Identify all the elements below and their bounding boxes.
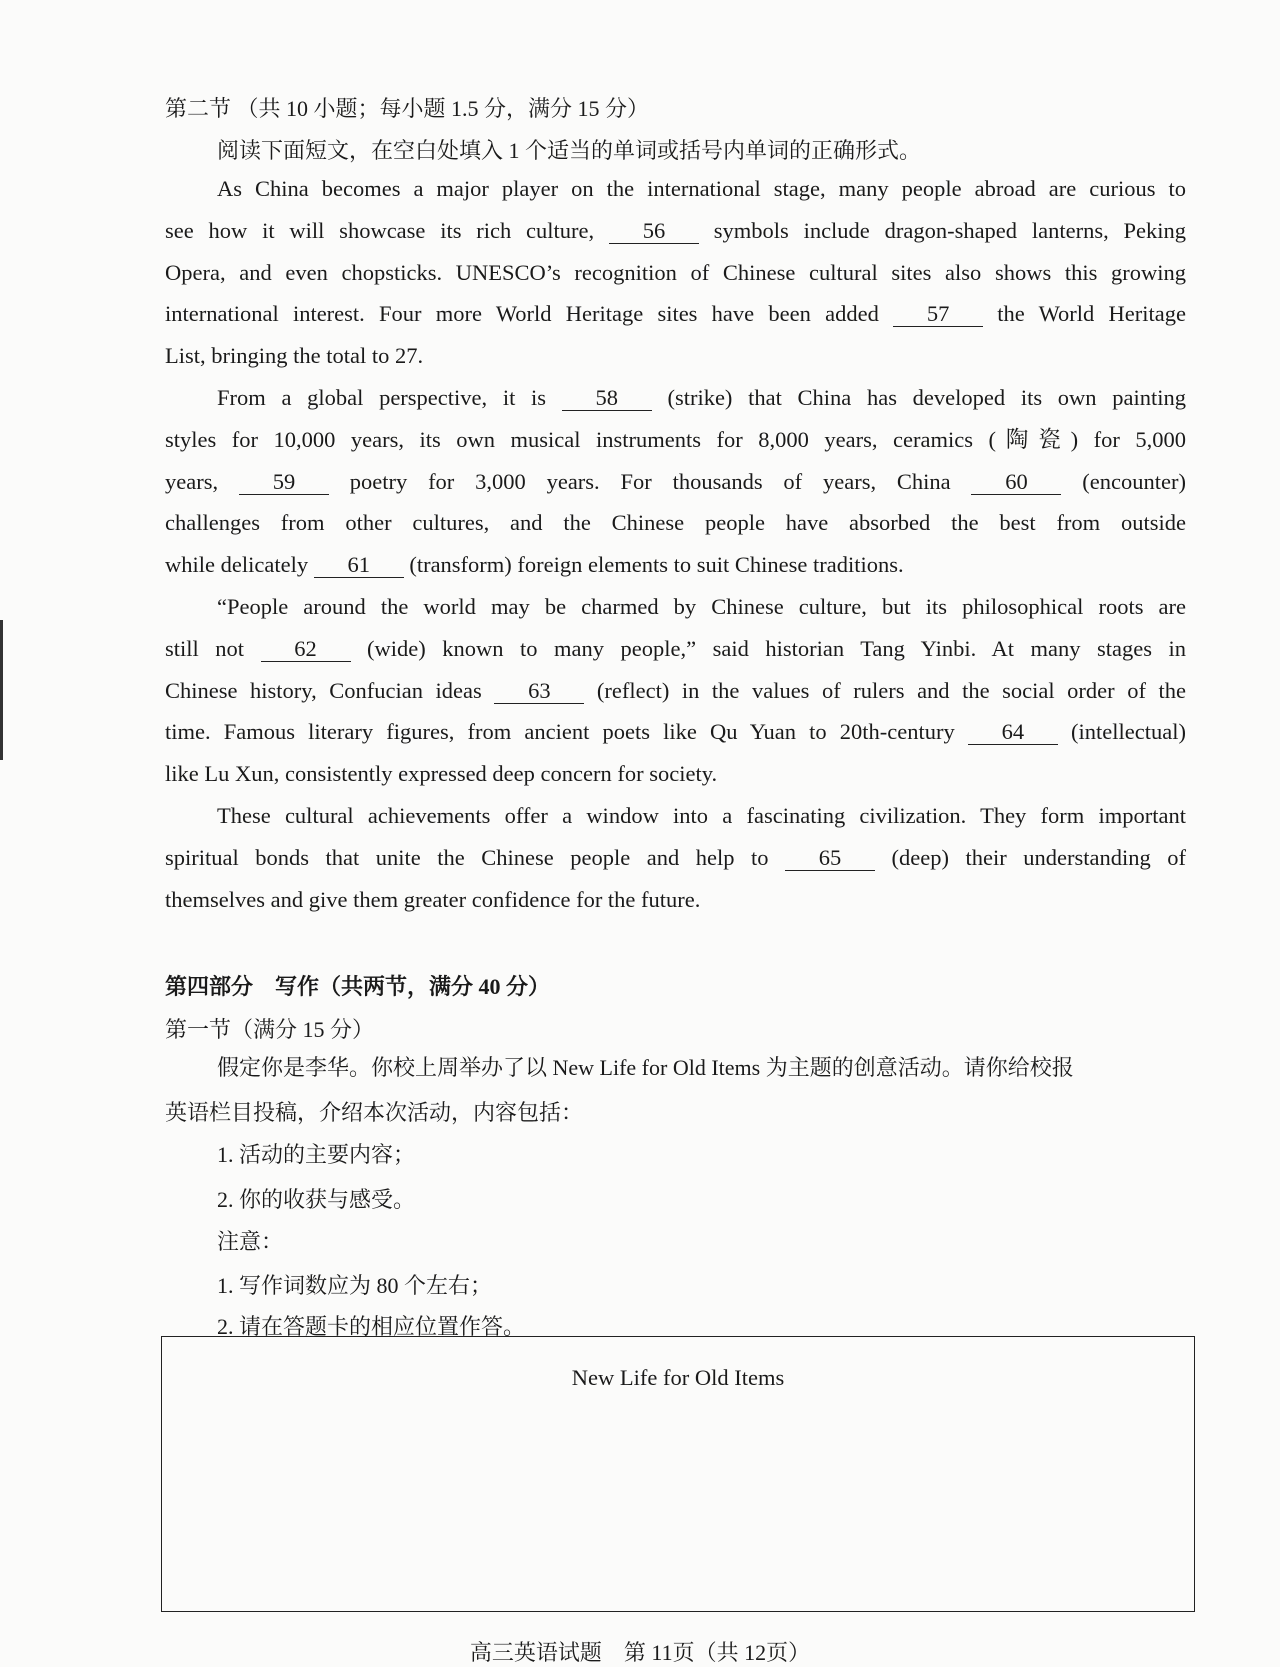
blank-60: 60 — [971, 470, 1061, 495]
passage-line — [165, 335, 1186, 377]
passage-text: like Lu Xun, consistently expressed deep concern for society. — [165, 761, 718, 787]
passage-line — [165, 837, 1186, 879]
passage-text: (transform) foreign elements to suit Chinese traditions. — [403, 552, 904, 578]
writing-prompt-line2: 英语栏目投稿，介绍本次活动，内容包括： — [165, 1100, 584, 1125]
section-instruction: 阅读下面短文，在空白处填入 1 个适当的单词或括号内单词的正确形式。 — [217, 138, 922, 163]
passage-line — [165, 711, 1186, 753]
passage-line — [217, 377, 1186, 419]
passage-text: (deep) their understanding of — [875, 844, 1186, 870]
blank-59: 59 — [239, 470, 329, 495]
passage-text: spiritual bonds that unite the Chinese people and help to — [165, 844, 786, 870]
passage-text: (strike) that China has developed its own painting — [651, 385, 1186, 410]
page-footer: 高三英语试题 第 11页（共 12页） — [469, 1640, 811, 1665]
passage-line — [165, 628, 1186, 670]
blank-57: 57 — [893, 302, 983, 327]
blank-64: 64 — [968, 720, 1058, 745]
passage-text: time. Famous literary figures, from ancient poets like Qu Yuan to 20th-century — [165, 719, 968, 745]
passage-line — [217, 795, 1186, 837]
passage-text: “People around the world may be charmed by Chinese culture, but its philosophical roots are — [217, 594, 1186, 619]
passage-text: while delicately — [165, 552, 314, 578]
passage-text: (wide) known to many people,” said historian Tang Yinbi. At many stages in — [350, 635, 1186, 661]
passage-text: years, — [165, 468, 239, 494]
passage-text: Chinese history, Confucian ideas — [165, 677, 495, 703]
passage-text: (intellectual) — [1057, 719, 1186, 745]
content-item: 2. 你的收获与感受。 — [217, 1187, 416, 1212]
passage-text: (encounter) — [1061, 468, 1186, 494]
blank-58: 58 — [562, 386, 652, 411]
passage-line — [165, 544, 1186, 586]
passage-line — [165, 879, 1186, 921]
passage-line — [165, 293, 1186, 335]
blank-62: 62 — [261, 637, 351, 662]
passage-line — [165, 252, 1186, 294]
passage-text: symbols include dragon-shaped lanterns, Peking — [698, 217, 1186, 243]
passage-text: From a global perspective, it is — [217, 385, 562, 410]
section1-heading: 第一节（满分 15 分） — [165, 1017, 375, 1042]
passage-line — [217, 586, 1186, 628]
note-item: 1. 写作词数应为 80 个左右； — [217, 1273, 493, 1298]
passage-text: still not — [165, 635, 261, 661]
essay-answer-box — [161, 1336, 1195, 1612]
scan-edge — [0, 620, 3, 760]
blank-56: 56 — [609, 219, 699, 244]
blank-63: 63 — [494, 679, 584, 704]
passage-text: styles for 10,000 years, its own musical instruments for 8,000 years, ceramics (陶瓷) for 5,000 — [165, 426, 1186, 452]
passage-line — [165, 670, 1186, 712]
essay-title: New Life for Old Items — [571, 1365, 785, 1390]
blank-61: 61 — [314, 553, 404, 578]
passage-text: international interest. Four more World Heritage sites have been added — [165, 301, 894, 327]
notes-label: 注意： — [217, 1229, 284, 1254]
passage-text: challenges from other cultures, and the Chinese people have absorbed the best from outside — [165, 510, 1186, 536]
passage-line — [217, 168, 1186, 210]
section-heading: 第二节 （共 10 小题；每小题 1.5 分，满分 15 分） — [165, 96, 650, 121]
passage-text: Opera, and even chopsticks. UNESCO’s recognition of Chinese cultural sites also shows this growing — [165, 259, 1186, 285]
passage-text: the World Heritage — [983, 301, 1186, 327]
passage-text: themselves and give them greater confidence for the future. — [165, 886, 701, 912]
passage-line — [165, 419, 1186, 461]
note-item: 2. 请在答题卡的相应位置作答。 — [217, 1314, 526, 1339]
blank-65: 65 — [785, 846, 875, 871]
passage-line — [165, 210, 1186, 252]
writing-prompt-line1: 假定你是李华。你校上周举办了以 New Life for Old Items 为主题的创意活动。请你给校报 — [217, 1055, 1074, 1080]
passage-text: As China becomes a major player on the international stage, many people abroad are curious to — [217, 176, 1186, 201]
passage-text: (reflect) in the values of rulers and the social order of the — [584, 677, 1186, 703]
passage-text: List, bringing the total to 27. — [165, 343, 424, 369]
passage-line — [165, 502, 1186, 544]
passage-line — [165, 461, 1186, 503]
part4-heading: 第四部分 写作（共两节，满分 40 分） — [165, 974, 551, 999]
passage-text: poetry for 3,000 years. For thousands of years, China — [328, 468, 972, 494]
passage-line — [165, 753, 1186, 795]
content-item: 1. 活动的主要内容； — [217, 1142, 416, 1167]
passage-text: These cultural achievements offer a window into a fascinating civilization. They form important — [217, 803, 1186, 828]
passage-text: see how it will showcase its rich culture, — [165, 217, 609, 243]
